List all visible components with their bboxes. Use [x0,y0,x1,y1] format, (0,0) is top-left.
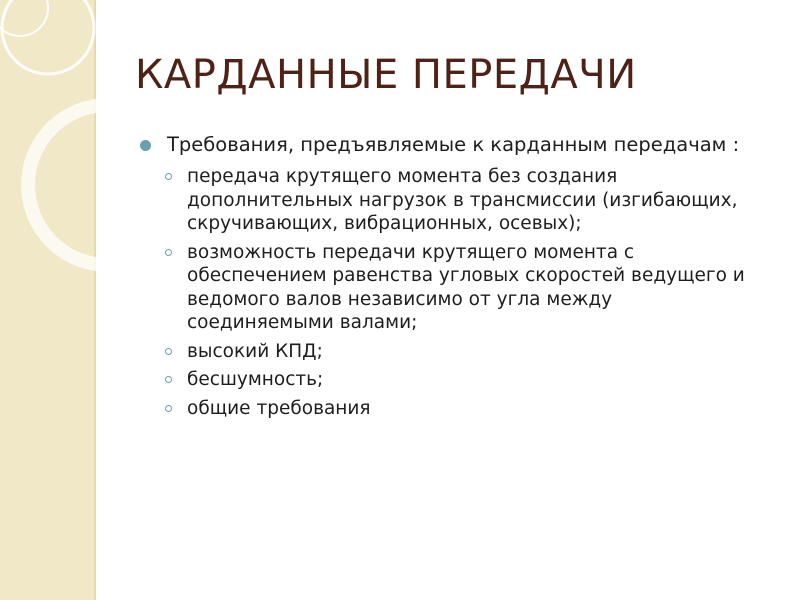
bullet-requirements-text: Требования, предъявляемые к карданным передачам : [167,133,740,156]
bullet-dot-icon [140,140,151,151]
list-item-text: общие требования [187,397,371,419]
slide-content [140,132,760,425]
list-item [165,368,760,392]
sub-bullet-ring-icon [165,405,172,412]
sub-bullet-ring-icon [165,348,172,355]
decorative-side-band [0,0,96,600]
sub-bullet-ring-icon [165,173,172,180]
sub-bullet-ring-icon [165,249,172,256]
list-item-text: бесшумность; [187,369,324,390]
list-item [165,165,760,236]
list-item-text: высокий КПД; [187,340,323,362]
bullet-requirements [140,132,760,157]
list-item-text: передача крутящего момента без создания дополнительных нагрузок в трансмиссии (изгибающих, скручивающих, вибрационных, осевых); [187,166,738,234]
list-item [165,241,760,335]
list-item [165,340,760,364]
list-item-text: возможность передачи крутящего момента с обеспечением равенства угловых скоростей ведущего и ведомого валов независимо от угла между соединяемыми валами; [187,241,745,333]
sub-bullet-ring-icon [165,376,172,383]
list-item [165,397,760,421]
slide-title: КАРДАННЫЕ ПЕРЕДАЧИ [135,52,637,98]
requirements-list [165,165,760,420]
